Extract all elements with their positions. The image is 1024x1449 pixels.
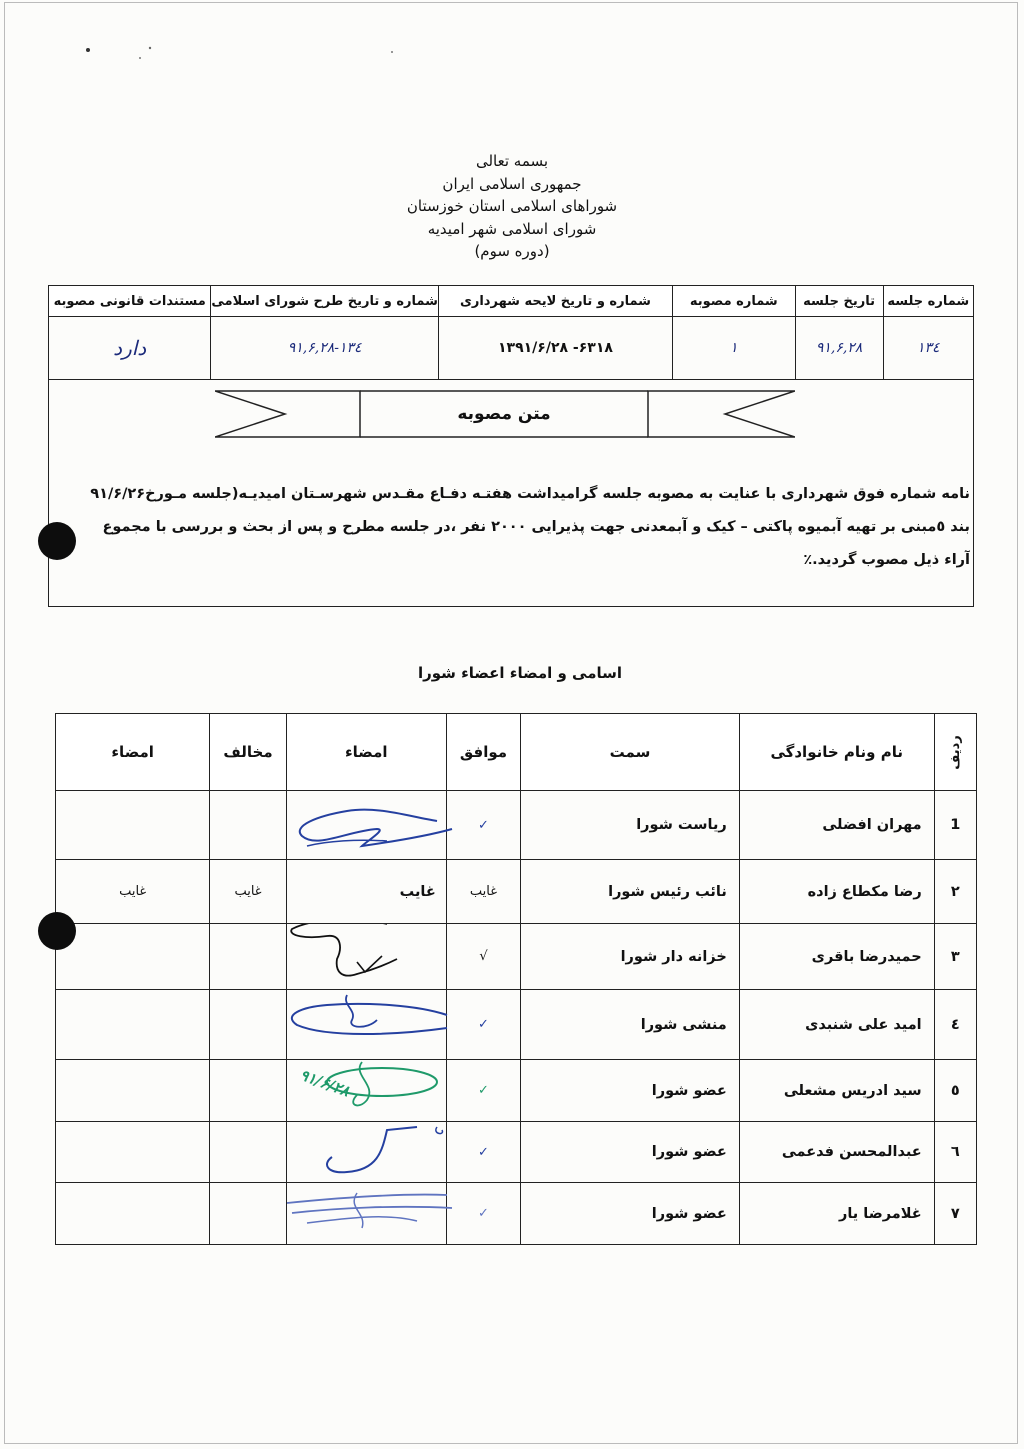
members-title: اسامی و امضاء اعضاء شورا — [417, 664, 623, 682]
header-municipality-bill: شماره و تاریخ لایحه شهرداری — [438, 286, 672, 317]
member-name: عبدالمحسن فدعمی — [739, 1122, 934, 1183]
value-council-plan: ۹۱,۶,۲۸-۱۳٤ — [211, 317, 439, 380]
resolution-info-table — [48, 285, 974, 380]
header-line-city-council: شورای اسلامی شهر امیدیه — [427, 219, 597, 238]
signature-cell — [286, 1183, 446, 1245]
signature-mark — [287, 924, 457, 990]
signature-cell — [286, 1060, 446, 1122]
resolution-line-2: بند ٥مبنی بر تهیه آبمیوه پاکتی – کیک و آبمعدنی جهت پذیرایی ۲۰۰۰ نفر ،در جلسه مطرح و پس از بحث و بررسی با مجموع — [102, 519, 970, 535]
members-table — [55, 713, 977, 1245]
header-line-province-councils: شوراهای اسلامی استان خوزستان — [406, 197, 618, 215]
member-name: مهران افضلی — [739, 791, 934, 860]
agree-mark: ✓ — [446, 1122, 520, 1183]
header-name: نام ونام خانوادگی — [739, 714, 934, 791]
oppose-cell: غایب — [210, 860, 286, 924]
signature-mark — [287, 990, 457, 1060]
signature-mark — [287, 1122, 457, 1183]
agree-mark: √ — [446, 924, 520, 990]
resolution-title: متن مصوبه — [457, 404, 551, 424]
agree-mark: غایب — [446, 860, 520, 924]
resolution-text — [60, 478, 970, 577]
signature-2-cell: غایب — [56, 860, 210, 924]
table-row — [56, 1122, 977, 1183]
agree-mark: ✓ — [446, 1060, 520, 1122]
signature-cell — [286, 990, 446, 1060]
header-session-date: تاریخ جلسه — [795, 286, 883, 317]
header-line-bismillah: بسمه تعالی — [475, 152, 549, 170]
row-number: ٦ — [934, 1122, 976, 1183]
signature-cell — [286, 1122, 446, 1183]
header-role: سمت — [521, 714, 740, 791]
header-row-number: ردیف — [934, 714, 976, 791]
signature-cell — [286, 791, 446, 860]
table-row — [56, 1060, 977, 1122]
table-row — [56, 860, 977, 924]
value-legal-documents: دارد — [49, 317, 211, 380]
agree-mark: ✓ — [446, 791, 520, 860]
header-oppose: مخالف — [210, 714, 286, 791]
header-line-republic: جمهوری اسلامی ایران — [442, 174, 582, 193]
resolution-line-3: آراء ذیل مصوب گردید.٪ — [803, 552, 970, 568]
document-header — [312, 150, 712, 263]
member-role: نائب رئیس شورا — [521, 860, 740, 924]
signature-cell — [286, 924, 446, 990]
header-resolution-number: شماره مصوبه — [672, 286, 795, 317]
member-role: عضو شورا — [521, 1060, 740, 1122]
value-session-date: ۹۱,۶,۲۸ — [795, 317, 883, 380]
oppose-cell — [210, 791, 286, 860]
header-agree: موافق — [446, 714, 520, 791]
value-resolution-number: ۱ — [672, 317, 795, 380]
header-signature: امضاء — [286, 714, 446, 791]
member-name: امید علی شنبدی — [739, 990, 934, 1060]
value-session-number: ۱۳٤ — [883, 317, 973, 380]
punch-hole-top — [38, 522, 76, 560]
member-role: عضو شورا — [521, 1122, 740, 1183]
signature-2-cell — [56, 1122, 210, 1183]
row-number: ٥ — [934, 1060, 976, 1122]
signature-cell: غایب — [286, 860, 446, 924]
resolution-line-1: نامه شماره فوق شهرداری با عنایت به مصوبه جلسه گرامیداشت هفتـه دفـاع مقـدس شهرسـتان امیدیـه(جلسه مـورخ۹۱/۶/۲۶ — [90, 486, 970, 502]
table-row — [56, 924, 977, 990]
signature-date: ۹۱/۶/۲۸ — [297, 1065, 352, 1101]
member-name: حمیدرضا باقری — [739, 924, 934, 990]
agree-mark: ✓ — [446, 1183, 520, 1245]
row-number: 1 — [934, 791, 976, 860]
table-row — [56, 791, 977, 860]
table-row — [56, 990, 977, 1060]
member-role: ریاست شورا — [521, 791, 740, 860]
scan-specks — [0, 0, 1024, 120]
header-council-plan: شماره و تاریخ طرح شورای اسلامی — [211, 286, 439, 317]
header-line-term: (دوره سوم) — [474, 242, 550, 260]
agree-mark: ✓ — [446, 990, 520, 1060]
table-row — [56, 1183, 977, 1245]
oppose-cell — [210, 1122, 286, 1183]
header-session-number: شماره جلسه — [883, 286, 973, 317]
member-role: خزانه دار شورا — [521, 924, 740, 990]
signature-2-cell — [56, 990, 210, 1060]
row-number: ۷ — [934, 1183, 976, 1245]
member-role: عضو شورا — [521, 1183, 740, 1245]
member-role: منشی شورا — [521, 990, 740, 1060]
signature-mark — [287, 791, 457, 860]
signature-2-cell — [56, 1060, 210, 1122]
signature-2-cell — [56, 1183, 210, 1245]
oppose-cell — [210, 990, 286, 1060]
member-name: سید ادریس مشعلی — [739, 1060, 934, 1122]
member-name: غلامرضا یار — [739, 1183, 934, 1245]
row-number: ۳ — [934, 924, 976, 990]
header-legal-documents: مستندات قانونی مصوبه — [49, 286, 211, 317]
signature-mark — [287, 1183, 457, 1245]
oppose-cell — [210, 1060, 286, 1122]
header-signature-2: امضاء — [56, 714, 210, 791]
signature-2-cell — [56, 924, 210, 990]
row-number: ٤ — [934, 990, 976, 1060]
member-name: رضا مکطاع زاده — [739, 860, 934, 924]
oppose-cell — [210, 1183, 286, 1245]
signature-2-cell — [56, 791, 210, 860]
row-number: ۲ — [934, 860, 976, 924]
value-municipality-bill: ۶۳۱۸- ۱۳۹۱/۶/۲۸ — [438, 317, 672, 380]
punch-hole-bottom — [38, 912, 76, 950]
oppose-cell — [210, 924, 286, 990]
